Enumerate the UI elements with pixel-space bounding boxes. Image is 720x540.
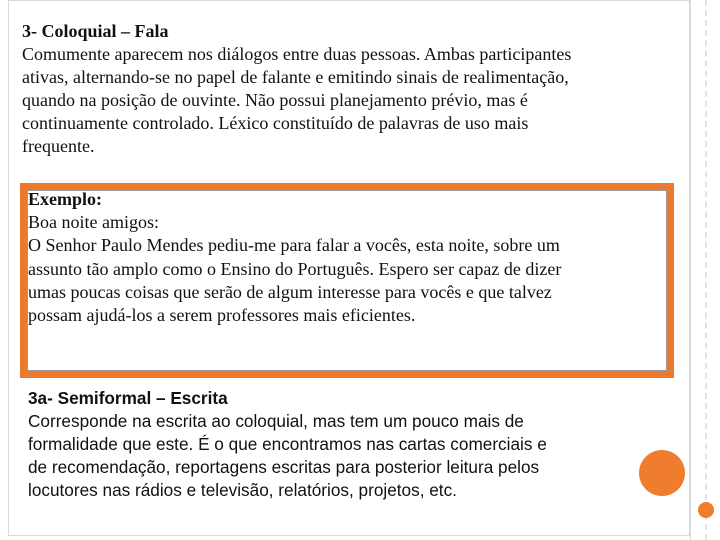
text-line: de recomendação, reportagens escritas para posterior leitura pelos	[28, 457, 540, 477]
text-line: possam ajudá-los a serem professores mais eficientes.	[28, 305, 416, 326]
text-line: umas poucas coisas que serão de algum interesse para vocês e que talvez	[28, 281, 552, 302]
section-title: 3a- Semiformal – Escrita	[28, 388, 228, 408]
example-label: Exemplo:	[28, 189, 102, 209]
dashed-line	[705, 0, 707, 540]
text-line: assunto tão amplo como o Ensino do Português. Espero ser capaz de dizer	[28, 258, 562, 279]
text-line: Boa noite amigos:	[28, 212, 159, 233]
decorative-circle-small	[698, 502, 714, 518]
text-line: continuamente controlado. Léxico constituído de palavras de uso mais	[22, 113, 529, 133]
section-semiformal	[28, 387, 678, 502]
right-decorative-band	[690, 0, 720, 540]
section-title: 3- Coloquial – Fala	[22, 21, 169, 41]
text-line: Corresponde na escrita ao coloquial, mas tem um pouco mais de	[28, 411, 524, 431]
text-line: formalidade que este. É o que encontramos nas cartas comerciais e	[28, 434, 547, 454]
text-line: locutores nas rádios e televisão, relatórios, projetos, etc.	[28, 480, 457, 500]
text-line: Comumente aparecem nos diálogos entre duas pessoas. Ambas participantes	[22, 44, 572, 64]
decorative-circle-large	[639, 450, 685, 496]
text-line: quando na posição de ouvinte. Não possui planejamento prévio, mas é	[22, 90, 528, 110]
example-text	[28, 188, 668, 327]
section-coloquial	[22, 20, 672, 158]
text-line: frequente.	[22, 136, 95, 156]
text-line: ativas, alternando-se no papel de falante e emitindo sinais de realimentação,	[22, 67, 569, 87]
text-line: O Senhor Paulo Mendes pediu-me para falar a vocês, esta noite, sobre um	[28, 235, 560, 256]
